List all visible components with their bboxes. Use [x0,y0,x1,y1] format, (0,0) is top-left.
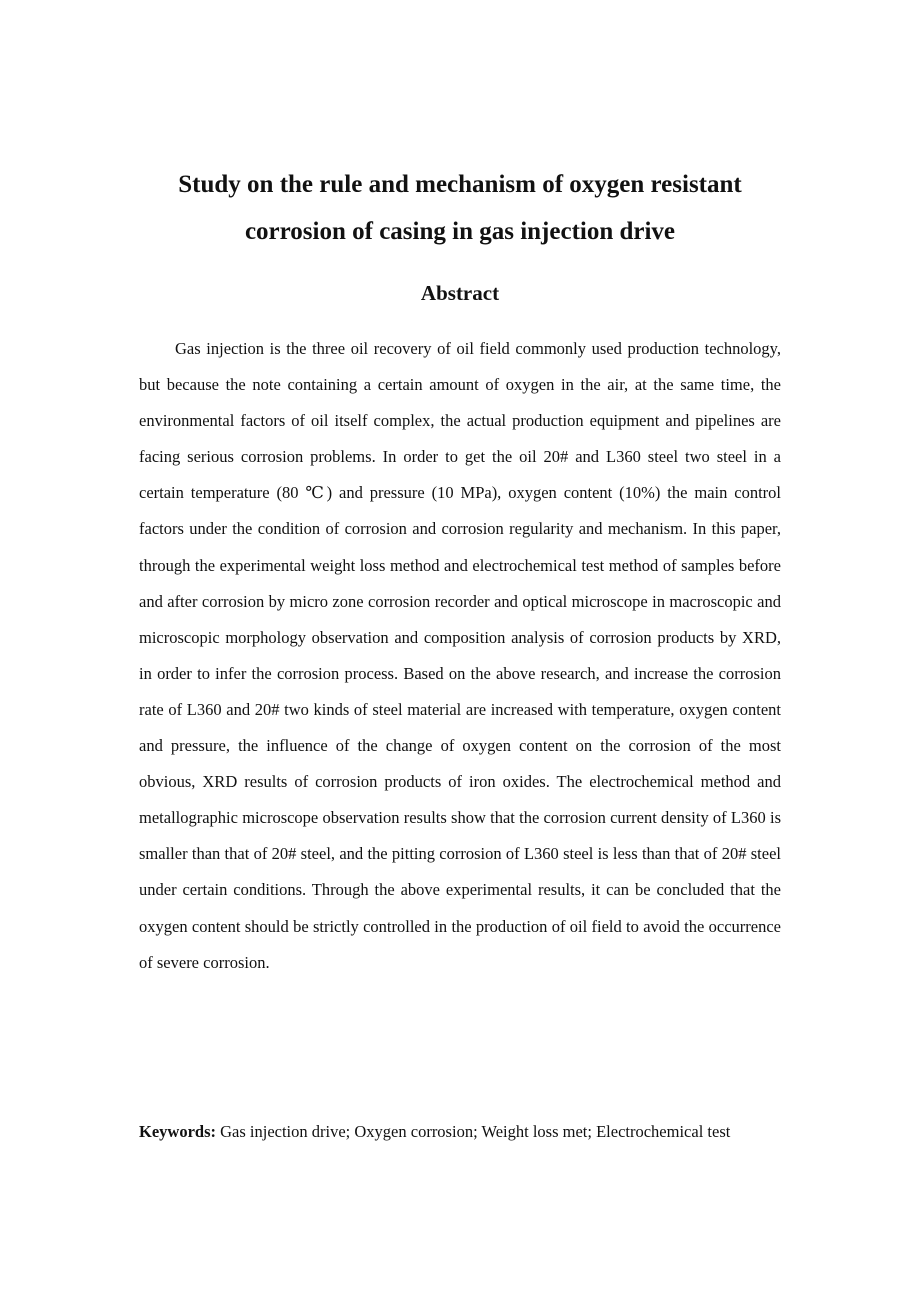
abstract-heading: Abstract [420,281,500,305]
abstract-body: Gas injection is the three oil recovery of oil field commonly used production technology, but because the note containing a certain amount of oxygen in the air, at the same time, the environmental factors of oil itself complex, the actual production equipment and pipelines are facing serious corrosion problems. In order to get the oil 20# and L360 steel two steel in a certain temperature (80 ℃) and pressure (10 MPa), oxygen content (10%) the main control factors under the condition of corrosion and corrosion regularity and mechanism. In this paper, through the experimental weight loss method and electrochemical test method of samples before and after corrosion by micro zone corrosion recorder and optical microscope in macroscopic and microscopic morphology observation and composition analysis of corrosion products by XRD, in order to infer the corrosion process. Based on the above research, and increase the corrosion rate of L360 and 20# two kinds of steel material are increased with temperature, oxygen content and pressure, the influence of the change of oxygen content on the corrosion of the most obvious, XRD results of corrosion products of iron oxides. The electrochemical method and metallographic microscope observation results show that the corrosion current density of L360 is smaller than that of 20# steel, and the pitting corrosion of L360 steel is less than that of 20# steel under certain conditions. Through the above experimental results, it can be concluded that the oxygen content should be strictly controlled in the production of oil field to avoid the occurrence of severe corrosion. [139,339,781,972]
keywords-section [139,1114,781,1150]
keywords-label: Keywords: [139,1122,216,1141]
paper-title-line-2: corrosion of casing in gas injection drive [244,218,676,245]
paper-title-line-1: Study on the rule and mechanism of oxygen resistant [178,171,742,198]
keywords-list: Gas injection drive; Oxygen corrosion; Weight loss met; Electrochemical test [216,1122,731,1141]
